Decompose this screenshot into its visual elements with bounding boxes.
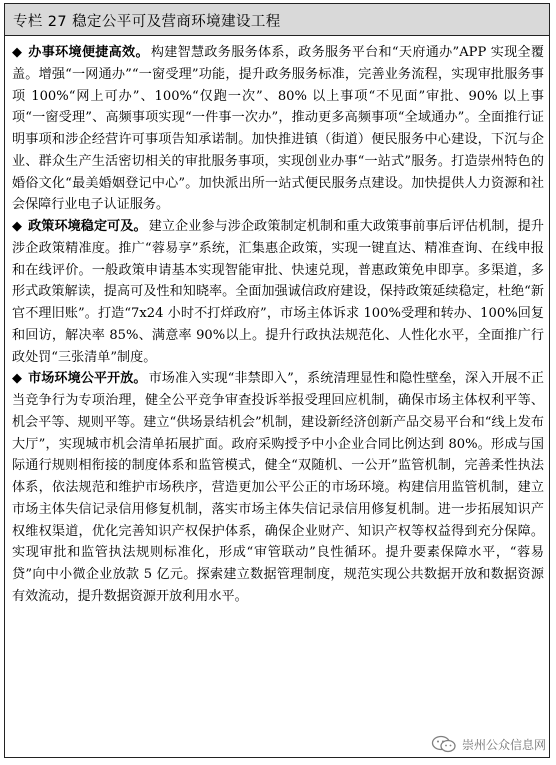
column-title: 专栏 27 稳定公平可及营商环境建设工程 [5,4,549,36]
section-text: 构建智慧政务服务体系，政务服务平台和“天府通办”APP 实现全覆盖。增强“一网通办”“一窗受理”功能，提升政务服务标准，完善业务流程，实现审批服务事项 100%“网上可办”、100%“仅跑一次”、80% 以上事项“不见面”审批、90% 以上事项“一窗受理”、高频事项实现“一件事一次办”，推动更多高频事项“全域通办”。全面推行证明事项和涉企经营许可事项告知承诺制。加快推进镇（街道）便民服务中心建设，下沉与企业、群众生产生活密切相关的审批服务事项，实现创业办事“一站式”服务。打造崇州特色的婚俗文化“最美婚姻登记中心”。加快派出所一站式便民服务点建设。加快提供人力资源和社会保障行业电子认证服务。 [12,45,545,213]
section-policy-environment [12,216,544,368]
diamond-bullet-icon: ◆ [12,219,22,234]
diamond-bullet-icon: ◆ [12,371,22,387]
section-text: 市场准入实现“非禁即入”，系统清理显性和隐性壁垒，深入开展不正当竞争行为专项治理，健全公平竞争审查投诉举报受理回应机制，确保市场主体权利平等、机会平等、规则平等。建立“供场景结机会”机制，建设新经济创新产品交易平台和“线上发布大厅”，实现城市机会清单拓展扩面。政府采购授予中小企业合同比例达到 80%。形成与国际通行规则相衔接的制度体系和监管模式，健全“双随机、一公开”监管机制，完善柔性执法体系，依法规范和维护市场秩序，营造更加公平公正的市场环境。构建信用监管机制，建立市场主体失信记录信用修复机制，落实市场主体失信记录信用修复机制。进一步拓展知识产权维权渠道，优化完善知识产权保护体系，确保企业财产、知识产权等权益得到充分保障。实现审批和监管执法规则标准化，形成“审管联动”良性循环。提升要素保障水平，“蓉易贷”向中小微企业放款 5 亿元。探索建立数据管理制度，规范实现公共数据开放和数据资源有效流动，提升数据资源开放利用水平。 [12,371,544,604]
column-box [4,3,550,758]
column-body [5,36,549,608]
watermark-text: 崇州公众信息网 [461,737,546,752]
section-heading: 政策环境稳定可及。 [28,219,147,234]
section-heading: 办事环境便捷高效。 [28,45,149,60]
wechat-icon [431,735,457,753]
section-heading: 市场环境公平开放。 [28,371,147,387]
watermark [431,735,546,753]
section-text: 建立企业参与涉企政策制定机制和重大政策事前事后评估机制，提升涉企政策精准度。推广“蓉易享”系统，汇集惠企政策，实现一键直达、精准查询、在线申报和在线评价。一般政策申请基本实现智能审批、快速兑现，普惠政策免申即享。多渠道，多形式政策解读，提高可及性和知晓率。全面加强诚信政府建设，保持政策延续稳定，杜绝“新官不理旧账”。打造“7x24 小时不打烊政府”，市场主体诉求 100%受理和转办、100%回复和回访，解决率 85%、满意率 90%以上。提升行政执法规范化、人性化水平，全面推广行政处罚“三张清单”制度。 [12,219,545,365]
section-market-environment [12,368,544,607]
diamond-bullet-icon: ◆ [12,45,22,60]
section-service-environment [12,42,544,216]
